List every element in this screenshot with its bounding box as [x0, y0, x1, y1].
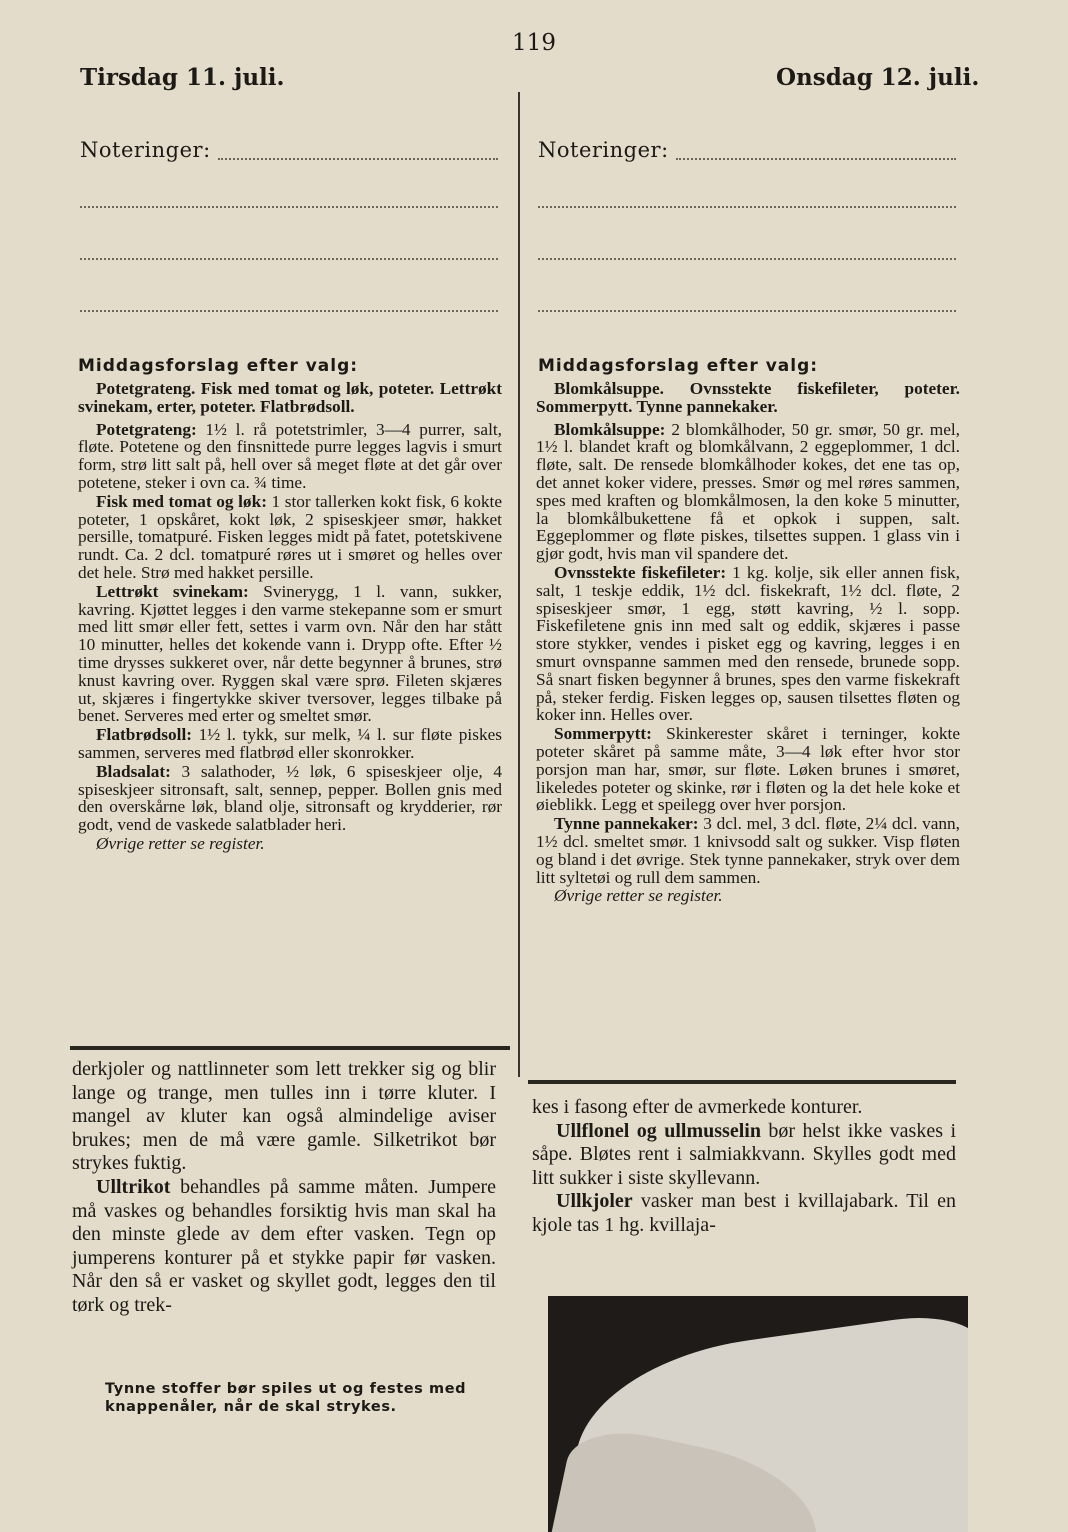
recipe-name: Potetgrateng: [96, 419, 197, 439]
dinner-suggestions-heading-right: Middagsforslag efter valg: [538, 356, 819, 376]
column-divider [518, 92, 520, 1077]
recipe-text: Svinerygg, 1 l. vann, sukker, kavring. Kjøttet legges i den varme stekepanne som er smurt med litt smør eller fett, settes i varm ovn. Når den har stått 10 minutter, helles det kokende vann i. Drypp ofte. Efter ½ time drysses sukkeret over, når dette begynner å brunes, strø knust kavring over. Ryggen skal være sprø. Fileten skjæres ut, skjæres i fingertykke skiver tversover, legges tilbake på benet. Serveres med erter og smeltet smør. [78, 581, 502, 726]
recipe-text: 1½ l. tykk, sur melk, ¼ l. sur fløte piskes sammen, serveres med flatbrød eller skonrokker. [78, 725, 502, 762]
article-keyword: Ulltrikot [96, 1175, 171, 1198]
recipe-item [536, 421, 960, 563]
recipe-box-rule-right [528, 1080, 956, 1084]
notes-line [80, 310, 498, 312]
menu-summary: Potetgrateng. Fisk med tomat og løk, poteter. Lettrøkt svinekam, erter, poteter. Flatbrødsoll. [78, 379, 502, 416]
recipe-item [536, 564, 960, 724]
notes-line [676, 158, 956, 160]
day-title-wednesday: Onsdag 12. juli. [776, 64, 980, 91]
recipe-item [78, 763, 502, 834]
notes-line [218, 158, 498, 160]
recipe-item [78, 726, 502, 762]
recipe-name: Ovnsstekte fiskefileter: [554, 562, 727, 582]
recipes-right [536, 380, 960, 906]
article-paragraph [532, 1190, 956, 1237]
article-paragraph [72, 1176, 496, 1318]
article-text: vasker man best i kvillajabark. Til en kjole tas 1 hg. kvillaja- [532, 1190, 956, 1236]
recipe-item [78, 421, 502, 492]
article-paragraph: kes i fasong efter de avmerkede konturer. [532, 1096, 863, 1118]
recipe-text: 1½ l. rå potetstrimler, 3—4 purrer, salt, fløte. Potetene og den finsnittede purre legges lagvis i smurt form, strø litt salt på, hell over så meget fløte at det går over potetene, steker i ovn ca. ¾ time. [78, 419, 502, 492]
article-keyword: Ullflonel og ullmusselin [556, 1119, 761, 1142]
photo-fabric-pinned [548, 1296, 968, 1532]
article-right [532, 1096, 956, 1238]
article-text: bør helst ikke vaskes i såpe. Bløtes rent i salmiakkvann. Skylles godt med litt sukker i siste skyllevann. [532, 1119, 956, 1189]
recipe-text: Skinkerester skåret i terninger, kokte poteter skåret på samme måte, 3—4 løk efter hvor stor porsjon man har, smør, sur fløte. Løken brunes i smøret, likeledes poteter og skinke, rør i fløten og la det hele koke et øieblikk. Legg et speilegg over hver porsjon. [536, 724, 960, 815]
notes-line [538, 258, 956, 260]
recipe-item [78, 583, 502, 725]
other-dishes-note: Øvrige retter se register. [96, 833, 265, 853]
article-paragraph [532, 1120, 956, 1191]
recipe-name: Lettrøkt svinekam: [96, 581, 249, 601]
recipe-name: Flatbrødsoll: [96, 725, 193, 745]
recipe-text: 1 kg. kolje, sik eller annen fisk, salt, 1 teskje eddik, 1½ dcl. fiskekraft, 1½ dcl. fløte, 2 spiseskjeer smør, 1 egg, støtt kavring, ½ l. sopp. Fiskefiletene gnis inn med salt og eddik, skjæres i passe store stykker, vendes i pisket egg og kavring, legges i en smurt ovnspanne sammen med den rensede, brunede sopp. Så snart fisken begynner å brunes, spes den varme fiskekraft på, steker ferdig. Fisken legges op, sausen tilsettes fløten og koker inn. Helles over. [536, 562, 960, 725]
recipe-item [536, 725, 960, 814]
notes-line [80, 258, 498, 260]
notes-line [80, 206, 498, 208]
recipe-name: Sommerpytt: [554, 724, 652, 744]
page-number: 119 [512, 30, 556, 56]
notes-line [538, 310, 956, 312]
recipe-box-rule-left [70, 1046, 510, 1050]
recipes-left [78, 380, 502, 854]
other-dishes-note: Øvrige retter se register. [554, 886, 723, 906]
recipe-name: Blomkålsuppe: [554, 419, 666, 439]
notes-label-left: Noteringer: [80, 138, 211, 162]
recipe-name: Bladsalat: [96, 761, 171, 781]
article-keyword: Ullkjoler [556, 1190, 633, 1213]
day-title-tuesday: Tirsdag 11. juli. [80, 64, 285, 91]
recipe-name: Fisk med tomat og løk: [96, 491, 267, 511]
recipe-item [536, 815, 960, 886]
dinner-suggestions-heading-left: Middagsforslag efter valg: [78, 356, 359, 376]
recipe-item [78, 493, 502, 582]
photo-caption: Tynne stoffer bør spiles ut og festes med knappenåler, når de skal strykes. [105, 1381, 467, 1415]
menu-summary: Blomkålsuppe. Ovnsstekte fiskefileter, poteter. Sommerpytt. Tynne pannekaker. [536, 379, 960, 416]
article-paragraph: derkjoler og nattlinneter som lett trekker sig og blir lange og trange, men tulles inn i tørre kluter. I mangel av kluter kan også almindelige aviser brukes; men de må være gamle. Silketrikot bør strykes fuktig. [72, 1058, 496, 1175]
recipe-text: 1 stor tallerken kokt fisk, 6 kokte poteter, 1 opskåret, kokt løk, 2 spiseskjeer smør, hakket persille, tomatpuré. Fisken legges midt på fatet, potetskivene rundt. Ca. 2 dcl. tomatpuré røres ut i smøret og helles over det hele. Strø med hakket persille. [78, 491, 502, 582]
recipe-text: 3 salathoder, ½ løk, 6 spiseskjeer olje, 4 spiseskjeer sitronsaft, salt, sennep, pepper. Bollen gnis med den overskårne løk, bland olje, sitronsaft og krydderier, rør godt, vend de vaskede salatblader heri. [78, 761, 502, 835]
recipe-text: 2 blomkålhoder, 50 gr. smør, 50 gr. mel, 1½ l. blandet kraft og blomkålvann, 2 eggeplommer, 1 dcl. fløte, salt. De rensede blomkålhoder kokes, det ene tas op, det annet koker videre, presses. Smør og mel røres sammen, spes med kraften og blomkålmosen, la den koke 5 minutter, la blomkålbukettene få et opkok i suppen, salt. Eggeplommer og fløte piskes, tilsettes suppen. 1 glass vin i gjør godt, hvis man vil spandere det. [536, 419, 960, 564]
notes-line [538, 206, 956, 208]
article-text: behandles på samme måten. Jumpere må vaskes og behandles forsiktig hvis man skal ha den minste glede av dem efter vasken. Tegn op jumperens konturer på et stykke papir før vasken. Når den så er vasket og skyllet godt, legges den til tørk og trek- [72, 1175, 496, 1316]
recipe-name: Tynne pannekaker: [554, 814, 699, 834]
recipe-text: 3 dcl. mel, 3 dcl. fløte, 2¼ dcl. vann, 1½ dcl. smeltet smør. 1 knivsodd salt og sukker. Visp fløten og bland i det øvrige. Stek tynne pannekaker, stryk over dem litt syltetøi og rull dem sammen. [536, 814, 960, 887]
article-left [72, 1058, 496, 1318]
notes-label-right: Noteringer: [538, 138, 669, 162]
